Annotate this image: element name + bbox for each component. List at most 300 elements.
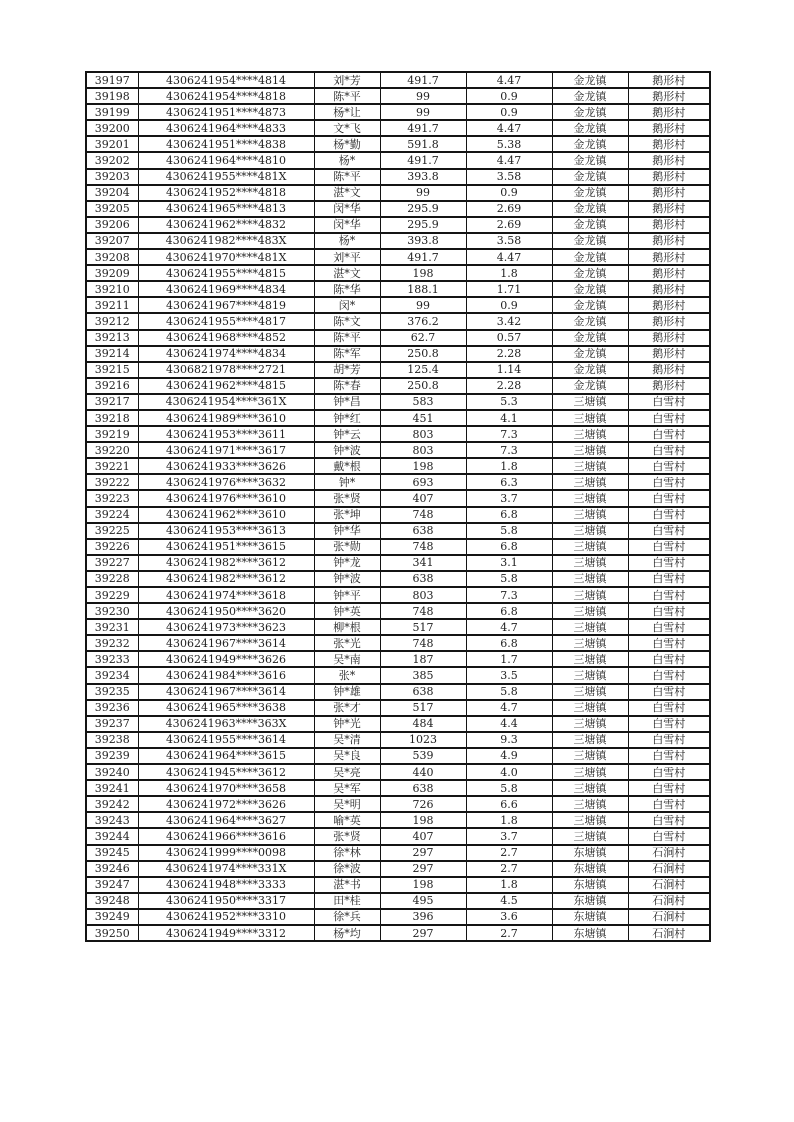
name-cell: 钟* (314, 474, 380, 490)
name-cell: 陈*华 (314, 281, 380, 297)
masked-id-cell: 4306241954****4814 (138, 72, 314, 88)
town-cell: 金龙镇 (552, 120, 628, 136)
town-cell: 三塘镇 (552, 748, 628, 764)
town-cell: 三塘镇 (552, 780, 628, 796)
quantity-cell: 0.57 (466, 330, 552, 346)
village-cell: 白雪村 (628, 748, 710, 764)
name-cell: 张*贤 (314, 828, 380, 844)
amount-cell: 396 (380, 909, 466, 925)
serial-cell: 39236 (86, 700, 138, 716)
serial-cell: 39211 (86, 297, 138, 313)
serial-cell: 39202 (86, 152, 138, 168)
village-cell: 白雪村 (628, 732, 710, 748)
name-cell: 钟*波 (314, 571, 380, 587)
village-cell: 白雪村 (628, 667, 710, 683)
town-cell: 东塘镇 (552, 845, 628, 861)
serial-cell: 39217 (86, 394, 138, 410)
village-cell: 鹅形村 (628, 362, 710, 378)
quantity-cell: 4.1 (466, 410, 552, 426)
table-row (86, 265, 710, 281)
serial-cell: 39232 (86, 635, 138, 651)
village-cell: 白雪村 (628, 716, 710, 732)
serial-cell: 39205 (86, 201, 138, 217)
table-row (86, 635, 710, 651)
masked-id-cell: 4306241954****4818 (138, 88, 314, 104)
masked-id-cell: 4306241974****331X (138, 861, 314, 877)
name-cell: 陈*文 (314, 313, 380, 329)
serial-cell: 39241 (86, 780, 138, 796)
masked-id-cell: 4306241952****4818 (138, 185, 314, 201)
quantity-cell: 7.3 (466, 587, 552, 603)
quantity-cell: 3.42 (466, 313, 552, 329)
amount-cell: 491.7 (380, 152, 466, 168)
name-cell: 田*桂 (314, 893, 380, 909)
amount-cell: 99 (380, 88, 466, 104)
serial-cell: 39213 (86, 330, 138, 346)
serial-cell: 39250 (86, 925, 138, 941)
table-row (86, 539, 710, 555)
amount-cell: 297 (380, 925, 466, 941)
name-cell: 闵* (314, 297, 380, 313)
amount-cell: 198 (380, 812, 466, 828)
quantity-cell: 2.7 (466, 925, 552, 941)
table-row (86, 330, 710, 346)
town-cell: 金龙镇 (552, 249, 628, 265)
table-row (86, 169, 710, 185)
table-row (86, 362, 710, 378)
serial-cell: 39238 (86, 732, 138, 748)
town-cell: 三塘镇 (552, 796, 628, 812)
quantity-cell: 4.47 (466, 72, 552, 88)
quantity-cell: 2.28 (466, 346, 552, 362)
name-cell: 戴*根 (314, 458, 380, 474)
village-cell: 鹅形村 (628, 201, 710, 217)
quantity-cell: 2.69 (466, 217, 552, 233)
amount-cell: 198 (380, 877, 466, 893)
serial-cell: 39237 (86, 716, 138, 732)
village-cell: 鹅形村 (628, 330, 710, 346)
town-cell: 三塘镇 (552, 619, 628, 635)
masked-id-cell: 4306241964****3627 (138, 812, 314, 828)
serial-cell: 39210 (86, 281, 138, 297)
amount-cell: 517 (380, 619, 466, 635)
masked-id-cell: 4306241962****4815 (138, 378, 314, 394)
serial-cell: 39209 (86, 265, 138, 281)
amount-cell: 495 (380, 893, 466, 909)
masked-id-cell: 4306241966****3616 (138, 828, 314, 844)
amount-cell: 295.9 (380, 201, 466, 217)
records-table-body (86, 72, 710, 941)
name-cell: 吴*南 (314, 651, 380, 667)
village-cell: 白雪村 (628, 571, 710, 587)
village-cell: 石涧村 (628, 877, 710, 893)
name-cell: 杨*让 (314, 104, 380, 120)
masked-id-cell: 4306241962****4832 (138, 217, 314, 233)
amount-cell: 198 (380, 265, 466, 281)
town-cell: 金龙镇 (552, 88, 628, 104)
name-cell: 张*光 (314, 635, 380, 651)
name-cell: 胡*芳 (314, 362, 380, 378)
town-cell: 金龙镇 (552, 346, 628, 362)
village-cell: 鹅形村 (628, 120, 710, 136)
masked-id-cell: 4306241964****4833 (138, 120, 314, 136)
village-cell: 石涧村 (628, 909, 710, 925)
quantity-cell: 1.8 (466, 265, 552, 281)
town-cell: 东塘镇 (552, 925, 628, 941)
quantity-cell: 5.8 (466, 571, 552, 587)
serial-cell: 39227 (86, 555, 138, 571)
quantity-cell: 3.7 (466, 490, 552, 506)
masked-id-cell: 4306241954****361X (138, 394, 314, 410)
name-cell: 陈*军 (314, 346, 380, 362)
masked-id-cell: 4306241948****3333 (138, 877, 314, 893)
serial-cell: 39229 (86, 587, 138, 603)
masked-id-cell: 4306241963****363X (138, 716, 314, 732)
quantity-cell: 7.3 (466, 426, 552, 442)
amount-cell: 393.8 (380, 169, 466, 185)
name-cell: 张*坤 (314, 507, 380, 523)
masked-id-cell: 4306241976****3610 (138, 490, 314, 506)
town-cell: 金龙镇 (552, 330, 628, 346)
village-cell: 白雪村 (628, 684, 710, 700)
amount-cell: 748 (380, 539, 466, 555)
name-cell: 刘*平 (314, 249, 380, 265)
name-cell: 刘*芳 (314, 72, 380, 88)
amount-cell: 125.4 (380, 362, 466, 378)
amount-cell: 1023 (380, 732, 466, 748)
quantity-cell: 4.7 (466, 700, 552, 716)
masked-id-cell: 4306241955****3614 (138, 732, 314, 748)
table-row (86, 72, 710, 88)
town-cell: 金龙镇 (552, 201, 628, 217)
name-cell: 喻*英 (314, 812, 380, 828)
name-cell: 徐*林 (314, 845, 380, 861)
quantity-cell: 3.58 (466, 169, 552, 185)
serial-cell: 39219 (86, 426, 138, 442)
quantity-cell: 0.9 (466, 297, 552, 313)
amount-cell: 748 (380, 603, 466, 619)
quantity-cell: 6.8 (466, 539, 552, 555)
table-row (86, 828, 710, 844)
records-table (85, 71, 711, 942)
village-cell: 鹅形村 (628, 265, 710, 281)
name-cell: 湛*书 (314, 877, 380, 893)
serial-cell: 39197 (86, 72, 138, 88)
masked-id-cell: 4306241972****3626 (138, 796, 314, 812)
table-row (86, 185, 710, 201)
name-cell: 文*飞 (314, 120, 380, 136)
table-row (86, 458, 710, 474)
table-row (86, 233, 710, 249)
town-cell: 金龙镇 (552, 136, 628, 152)
village-cell: 白雪村 (628, 780, 710, 796)
serial-cell: 39212 (86, 313, 138, 329)
table-row (86, 909, 710, 925)
village-cell: 白雪村 (628, 619, 710, 635)
masked-id-cell: 4306241970****3658 (138, 780, 314, 796)
quantity-cell: 5.8 (466, 780, 552, 796)
village-cell: 鹅形村 (628, 281, 710, 297)
village-cell: 鹅形村 (628, 152, 710, 168)
masked-id-cell: 4306241965****3638 (138, 700, 314, 716)
name-cell: 钟*昌 (314, 394, 380, 410)
quantity-cell: 0.9 (466, 88, 552, 104)
amount-cell: 376.2 (380, 313, 466, 329)
town-cell: 三塘镇 (552, 571, 628, 587)
serial-cell: 39218 (86, 410, 138, 426)
masked-id-cell: 4306241962****3610 (138, 507, 314, 523)
masked-id-cell: 4306241982****3612 (138, 555, 314, 571)
table-row (86, 684, 710, 700)
amount-cell: 638 (380, 684, 466, 700)
quantity-cell: 2.28 (466, 378, 552, 394)
serial-cell: 39203 (86, 169, 138, 185)
village-cell: 白雪村 (628, 555, 710, 571)
masked-id-cell: 4306241949****3312 (138, 925, 314, 941)
village-cell: 白雪村 (628, 410, 710, 426)
table-row (86, 780, 710, 796)
masked-id-cell: 4306241953****3613 (138, 523, 314, 539)
amount-cell: 748 (380, 635, 466, 651)
quantity-cell: 5.3 (466, 394, 552, 410)
serial-cell: 39222 (86, 474, 138, 490)
serial-cell: 39240 (86, 764, 138, 780)
town-cell: 金龙镇 (552, 217, 628, 233)
village-cell: 鹅形村 (628, 104, 710, 120)
quantity-cell: 0.9 (466, 104, 552, 120)
amount-cell: 726 (380, 796, 466, 812)
village-cell: 白雪村 (628, 651, 710, 667)
name-cell: 杨* (314, 152, 380, 168)
quantity-cell: 4.0 (466, 764, 552, 780)
village-cell: 白雪村 (628, 700, 710, 716)
masked-id-cell: 4306241973****3623 (138, 619, 314, 635)
amount-cell: 638 (380, 523, 466, 539)
table-row (86, 313, 710, 329)
serial-cell: 39226 (86, 539, 138, 555)
quantity-cell: 2.7 (466, 845, 552, 861)
town-cell: 三塘镇 (552, 458, 628, 474)
serial-cell: 39208 (86, 249, 138, 265)
masked-id-cell: 4306241964****4810 (138, 152, 314, 168)
town-cell: 金龙镇 (552, 72, 628, 88)
quantity-cell: 4.7 (466, 619, 552, 635)
serial-cell: 39246 (86, 861, 138, 877)
name-cell: 钟*平 (314, 587, 380, 603)
town-cell: 三塘镇 (552, 684, 628, 700)
amount-cell: 295.9 (380, 217, 466, 233)
table-row (86, 201, 710, 217)
quantity-cell: 4.5 (466, 893, 552, 909)
table-row (86, 812, 710, 828)
town-cell: 东塘镇 (552, 861, 628, 877)
amount-cell: 393.8 (380, 233, 466, 249)
name-cell: 钟*波 (314, 442, 380, 458)
table-row (86, 877, 710, 893)
quantity-cell: 6.8 (466, 635, 552, 651)
table-row (86, 410, 710, 426)
village-cell: 白雪村 (628, 812, 710, 828)
table-row (86, 925, 710, 941)
name-cell: 湛*文 (314, 185, 380, 201)
serial-cell: 39224 (86, 507, 138, 523)
table-row (86, 378, 710, 394)
masked-id-cell: 4306241955****4817 (138, 313, 314, 329)
serial-cell: 39198 (86, 88, 138, 104)
amount-cell: 62.7 (380, 330, 466, 346)
village-cell: 鹅形村 (628, 313, 710, 329)
masked-id-cell: 4306241949****3626 (138, 651, 314, 667)
name-cell: 吴*军 (314, 780, 380, 796)
amount-cell: 491.7 (380, 249, 466, 265)
masked-id-cell: 4306241967****3614 (138, 684, 314, 700)
masked-id-cell: 4306241971****3617 (138, 442, 314, 458)
table-row (86, 88, 710, 104)
amount-cell: 803 (380, 587, 466, 603)
table-row (86, 845, 710, 861)
name-cell: 柳*根 (314, 619, 380, 635)
name-cell: 闵*华 (314, 217, 380, 233)
serial-cell: 39204 (86, 185, 138, 201)
quantity-cell: 4.47 (466, 152, 552, 168)
serial-cell: 39207 (86, 233, 138, 249)
quantity-cell: 2.7 (466, 861, 552, 877)
amount-cell: 99 (380, 104, 466, 120)
serial-cell: 39221 (86, 458, 138, 474)
serial-cell: 39228 (86, 571, 138, 587)
village-cell: 鹅形村 (628, 169, 710, 185)
serial-cell: 39216 (86, 378, 138, 394)
serial-cell: 39199 (86, 104, 138, 120)
masked-id-cell: 4306241969****4834 (138, 281, 314, 297)
table-row (86, 507, 710, 523)
table-row (86, 104, 710, 120)
name-cell: 钟*红 (314, 410, 380, 426)
table-row (86, 893, 710, 909)
masked-id-cell: 4306241951****4838 (138, 136, 314, 152)
name-cell: 张* (314, 667, 380, 683)
name-cell: 钟*华 (314, 523, 380, 539)
quantity-cell: 1.8 (466, 458, 552, 474)
name-cell: 陈*平 (314, 330, 380, 346)
amount-cell: 99 (380, 297, 466, 313)
village-cell: 白雪村 (628, 458, 710, 474)
masked-id-cell: 4306241989****3610 (138, 410, 314, 426)
town-cell: 三塘镇 (552, 764, 628, 780)
quantity-cell: 3.58 (466, 233, 552, 249)
amount-cell: 451 (380, 410, 466, 426)
amount-cell: 517 (380, 700, 466, 716)
name-cell: 钟*雄 (314, 684, 380, 700)
masked-id-cell: 4306241933****3626 (138, 458, 314, 474)
amount-cell: 803 (380, 442, 466, 458)
village-cell: 鹅形村 (628, 233, 710, 249)
town-cell: 三塘镇 (552, 700, 628, 716)
amount-cell: 638 (380, 780, 466, 796)
town-cell: 三塘镇 (552, 394, 628, 410)
town-cell: 三塘镇 (552, 474, 628, 490)
quantity-cell: 1.8 (466, 812, 552, 828)
table-row (86, 136, 710, 152)
town-cell: 三塘镇 (552, 426, 628, 442)
name-cell: 吴*明 (314, 796, 380, 812)
masked-id-cell: 4306241945****3612 (138, 764, 314, 780)
table-row (86, 249, 710, 265)
masked-id-cell: 4306241951****4873 (138, 104, 314, 120)
masked-id-cell: 4306241964****3615 (138, 748, 314, 764)
serial-cell: 39201 (86, 136, 138, 152)
name-cell: 闵*华 (314, 201, 380, 217)
town-cell: 金龙镇 (552, 233, 628, 249)
name-cell: 吴*清 (314, 732, 380, 748)
masked-id-cell: 4306241950****3317 (138, 893, 314, 909)
quantity-cell: 5.8 (466, 684, 552, 700)
table-row (86, 152, 710, 168)
village-cell: 鹅形村 (628, 136, 710, 152)
quantity-cell: 1.71 (466, 281, 552, 297)
village-cell: 白雪村 (628, 828, 710, 844)
town-cell: 三塘镇 (552, 539, 628, 555)
table-row (86, 796, 710, 812)
name-cell: 杨*勤 (314, 136, 380, 152)
masked-id-cell: 4306241984****3616 (138, 667, 314, 683)
table-row (86, 281, 710, 297)
quantity-cell: 1.14 (466, 362, 552, 378)
village-cell: 白雪村 (628, 603, 710, 619)
quantity-cell: 4.9 (466, 748, 552, 764)
amount-cell: 297 (380, 861, 466, 877)
amount-cell: 539 (380, 748, 466, 764)
name-cell: 杨* (314, 233, 380, 249)
village-cell: 白雪村 (628, 442, 710, 458)
name-cell: 钟*龙 (314, 555, 380, 571)
village-cell: 石涧村 (628, 845, 710, 861)
serial-cell: 39243 (86, 812, 138, 828)
table-row (86, 603, 710, 619)
table-row (86, 764, 710, 780)
serial-cell: 39206 (86, 217, 138, 233)
town-cell: 金龙镇 (552, 169, 628, 185)
quantity-cell: 0.9 (466, 185, 552, 201)
serial-cell: 39200 (86, 120, 138, 136)
table-row (86, 587, 710, 603)
town-cell: 三塘镇 (552, 490, 628, 506)
name-cell: 陈*平 (314, 169, 380, 185)
village-cell: 石涧村 (628, 893, 710, 909)
name-cell: 张*才 (314, 700, 380, 716)
quantity-cell: 5.8 (466, 523, 552, 539)
village-cell: 鹅形村 (628, 217, 710, 233)
masked-id-cell: 4306241976****3632 (138, 474, 314, 490)
name-cell: 湛*文 (314, 265, 380, 281)
name-cell: 徐*波 (314, 861, 380, 877)
amount-cell: 198 (380, 458, 466, 474)
village-cell: 白雪村 (628, 394, 710, 410)
village-cell: 石涧村 (628, 925, 710, 941)
quantity-cell: 1.8 (466, 877, 552, 893)
masked-id-cell: 4306241965****4813 (138, 201, 314, 217)
masked-id-cell: 4306241955****481X (138, 169, 314, 185)
table-row (86, 394, 710, 410)
quantity-cell: 3.7 (466, 828, 552, 844)
amount-cell: 407 (380, 828, 466, 844)
serial-cell: 39230 (86, 603, 138, 619)
village-cell: 白雪村 (628, 507, 710, 523)
village-cell: 白雪村 (628, 474, 710, 490)
table-row (86, 716, 710, 732)
serial-cell: 39220 (86, 442, 138, 458)
town-cell: 三塘镇 (552, 555, 628, 571)
